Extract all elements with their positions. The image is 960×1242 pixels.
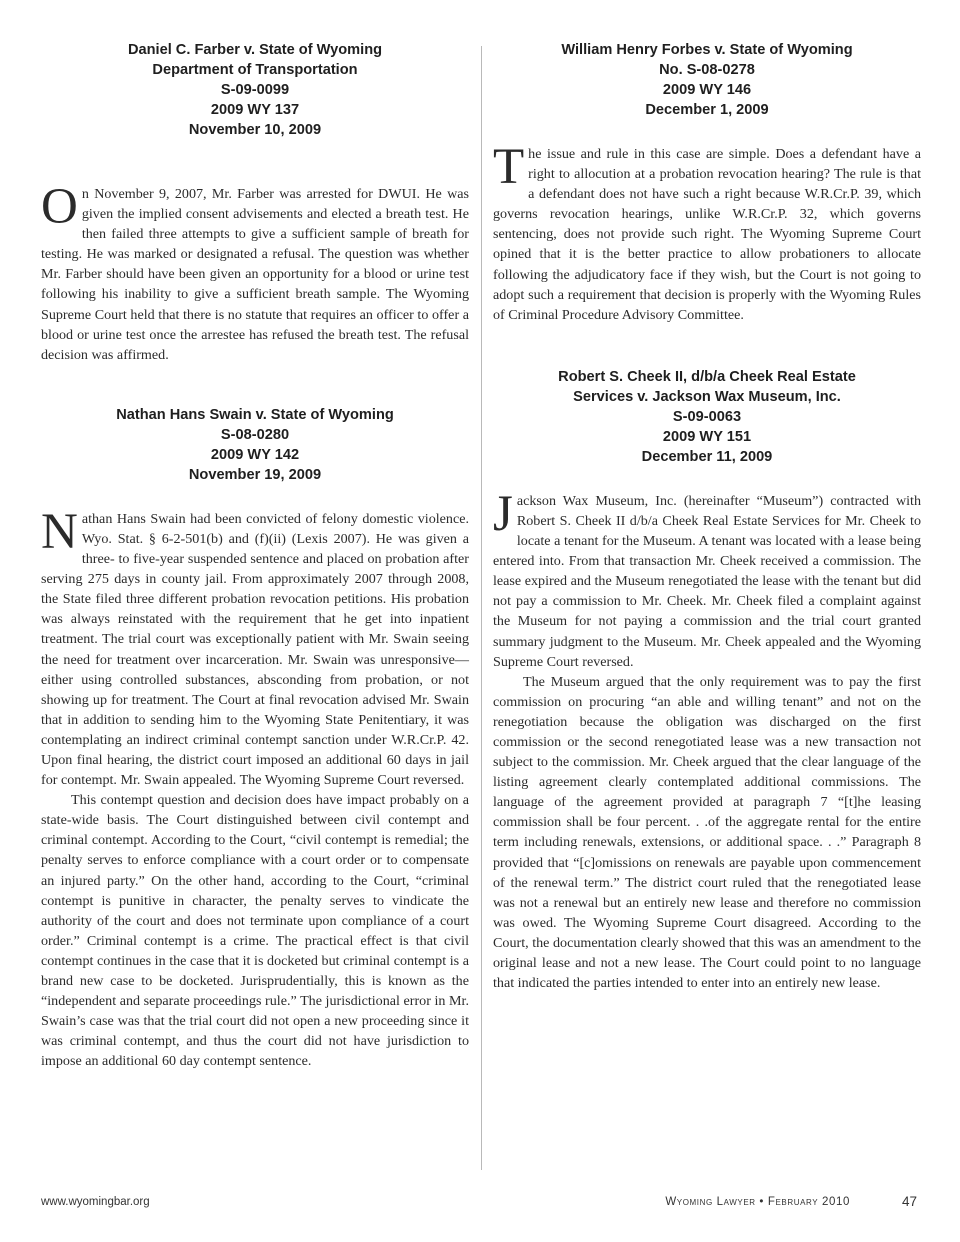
paragraph-text: athan Hans Swain had been convicted of felony domestic violence. Wyo. Stat. § 6-2-501(b) and (f)(ii) (Lexis 2007). He was given a three- to five-year suspended sentence and placed on probation after serving 275 days in county jail. From approximately 2007 through 2008, the State filed three different probation revocation petitions. His probation was always reinstated with the requirement that he get into inpatient treatment. The trial court was exceptionally patient with Mr. Swain seeing the need for treatment over incarceration. Mr. Swain was unresponsive—either using controlled substances, absconding from probation, or not showing up for treatment. The Court at final revocation advised Mr. Swain that in addition to sending him to the Wyoming State Penitentiary, it was contemplating an indirect criminal contempt sanction under W.R.Cr.P. 42. Upon final hearing, the district court imposed an additional 60 days in jail for contempt. Mr. Swain appealed. The Wyoming Supreme Court reversed. xyxy=(41,510,469,789)
case-swain xyxy=(41,405,469,1072)
case-forbes xyxy=(493,40,921,325)
case-heading xyxy=(41,405,469,485)
footer-magazine-issue: Wyoming Lawyer • February 2010 xyxy=(665,1196,850,1208)
case-heading xyxy=(41,40,469,140)
case-date: December 1, 2009 xyxy=(645,102,769,118)
case-citation: 2009 WY 146 xyxy=(662,82,752,98)
case-heading xyxy=(493,367,921,467)
case-citation: 2009 WY 142 xyxy=(210,446,300,463)
case-citation: 2009 WY 137 xyxy=(210,102,300,118)
case-docket-number: S-08-0280 xyxy=(220,426,290,443)
case-docket-number: S-09-0099 xyxy=(220,82,290,98)
drop-cap: N xyxy=(41,503,78,560)
case-paragraph xyxy=(41,503,469,790)
paragraph-text: he issue and rule in this case are simple. Does a defendant have a right to allocution at a probation revocation hearing? The rule is that a defendant does not have such a right because W.R.Cr.P. 39, which governs revocation hearings, unlike W.R.Cr.P. 32, which governs sentencing, does not provide such right. The Wyoming Supreme Court opined that it is the better practice to allow probationers to allocate following the adjudicatory face if they wish, but the Court is not going to adopt such a requirement that decision is properly with the Wyoming Rules of Criminal Procedure Advisory Committee. xyxy=(493,146,921,323)
case-title-line-2: Department of Transportation xyxy=(152,62,358,78)
drop-cap: T xyxy=(493,139,525,195)
case-paragraph: The Museum argued that the only requirement was to pay the first commission on procuring “an able and willing tenant” and not on the renegotiation because the obligation was discharged on the first commission or the second renegotiated lease was a new transaction not subject to the commission. Mr. Cheek argued that the clear language of the listing agreement clearly contemplated additional commissions. The language of the agreement provided at paragraph 7 “[t]he leasing commission shall be four percent. . .of the aggregate rental for the entire term including renewals, extensions, or additional space. . .” Paragraph 8 provided that “[c]omissions on renewals are payable upon commencement of the renewal term.” The district court ruled that the renegotiated lease was not a renewal but an entirely new lease and therefore no commission was owed. The Wyoming Supreme Court disagreed. According to the Court, the documentation clearly showed that this was an amendment to the original lease and not a new lease. The Court could point to no language that indicated the parties intended to enter into an entirely new lease. xyxy=(493,673,921,992)
right-column xyxy=(493,40,921,993)
case-title: William Henry Forbes v. State of Wyoming xyxy=(561,42,853,58)
column-divider xyxy=(481,46,482,1170)
paragraph-text: ackson Wax Museum, Inc. (hereinafter “Museum”) contracted with Robert S. Cheek II d/b/a Cheek Real Estate Services for Mr. Cheek to locate a tenant for the Museum. A tenant was located with a lease being entered into. From that transaction Mr. Cheek received a commission. The lease expired and the Museum renegotiated the lease with the tenant but did not pay a commission to Mr. Cheek. Mr. Cheek filed a complaint against the Museum for not paying a commission and the trial court granted summary judgment to the Museum. Mr. Cheek appealed and the Wyoming Supreme Court reversed. xyxy=(493,492,921,670)
drop-cap: O xyxy=(41,179,78,235)
case-paragraph xyxy=(493,485,921,672)
case-paragraph xyxy=(493,139,921,325)
case-title: Robert S. Cheek II, d/b/a Cheek Real Estate xyxy=(558,368,856,385)
case-paragraph: This contempt question and decision does have impact probably on a state-wide basis. The Court distinguished between civil contempt and criminal contempt. According to the Court, “civil contempt is remedial; the penalty serves to enforce compliance with a court order or to compensate an injured party.” On the other hand, according to the Court, “criminal contempt is punitive in character, the penalty serves to vindicate the authority of the court and does not terminate upon compliance of a court order.” Criminal contempt is a crime. The practical effect is that civil contempt continues in the case that it is docketed but criminal contempt is a brand new case to be docketed. Jurisprudentially, this is known as the “independent and separate proceedings rule.” The jurisdictional error in Mr. Swain’s case was that the trial court did not open a new proceeding since it was criminal contempt, and thus the court did not have jurisdiction to impose an additional 60 day contempt sentence. xyxy=(41,792,469,1070)
case-paragraph xyxy=(41,179,469,365)
case-date: November 19, 2009 xyxy=(188,466,322,483)
page-number: 47 xyxy=(902,1194,918,1209)
case-docket-number: No. S-08-0278 xyxy=(659,62,755,78)
case-cheek xyxy=(493,367,921,993)
case-title: Daniel C. Farber v. State of Wyoming xyxy=(127,42,383,58)
case-date: December 11, 2009 xyxy=(641,448,773,465)
case-date: November 10, 2009 xyxy=(188,122,322,138)
case-title-line-2: Services v. Jackson Wax Museum, Inc. xyxy=(573,388,841,405)
paragraph-text: n November 9, 2007, Mr. Farber was arrested for DWUI. He was given the implied consent advisements and elected a breath test. He then failed three attempts to give a sufficient sample of breath for testing. He was marked or designated a refusal. The question was whether Mr. Farber should have been given an opportunity for a blood or urine test following his inability to give a sufficient breath sample. The Wyoming Supreme Court held that there is no statute that requires an officer to offer a blood or urine test once the arrestee has refused the breath test. The refusal decision was affirmed. xyxy=(41,186,469,363)
case-heading xyxy=(493,40,921,120)
left-column xyxy=(41,40,469,1071)
footer-website-url: www.wyomingbar.org xyxy=(41,1196,150,1208)
case-citation: 2009 WY 151 xyxy=(662,428,752,445)
case-title: Nathan Hans Swain v. State of Wyoming xyxy=(116,406,394,423)
case-docket-number: S-09-0063 xyxy=(672,408,742,425)
drop-cap: J xyxy=(493,485,513,542)
case-farber xyxy=(41,40,469,365)
